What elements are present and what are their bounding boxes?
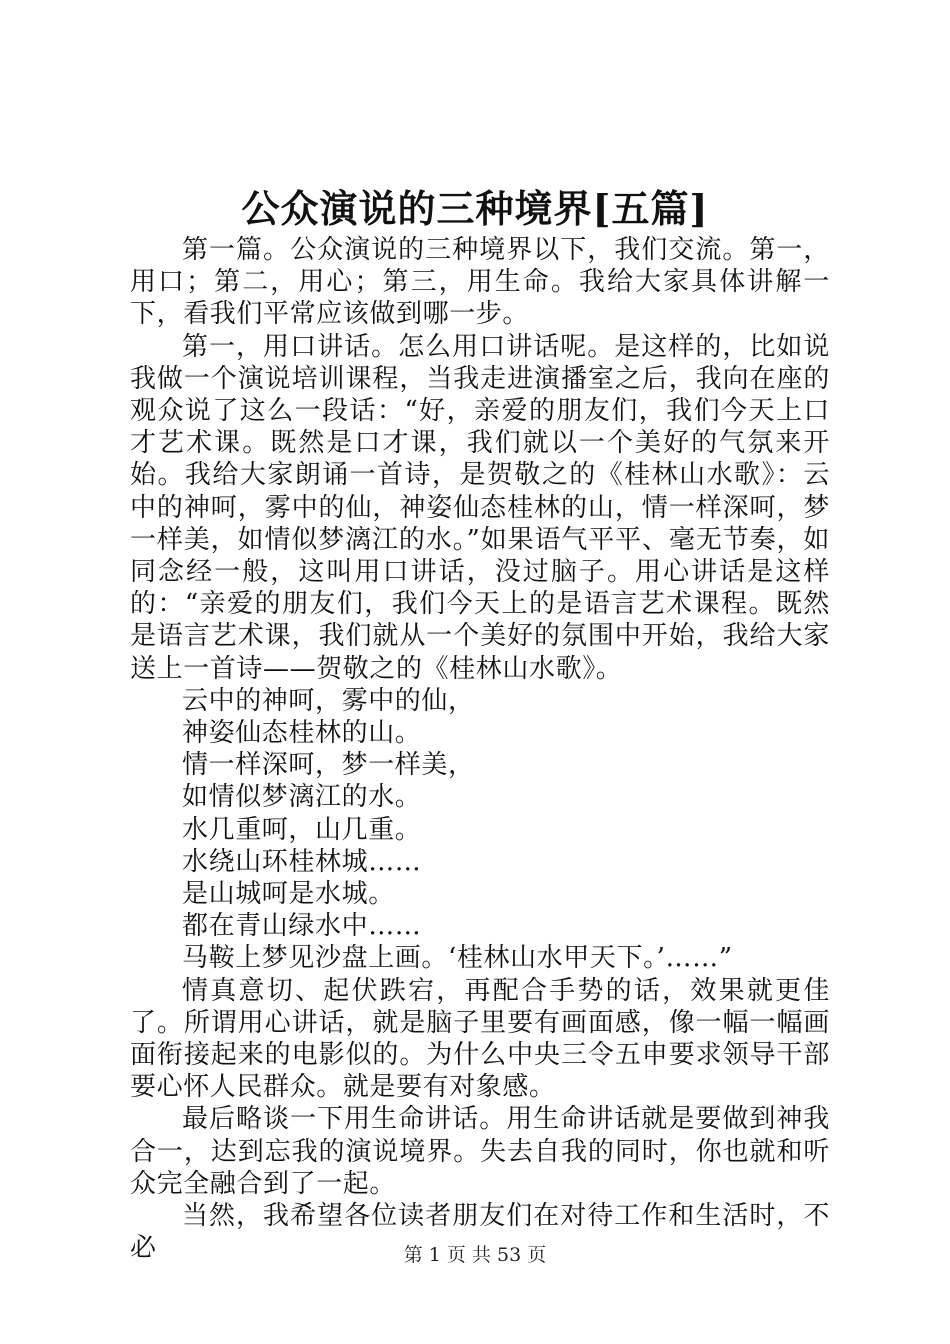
- paragraph-intro: 第一篇。公众演说的三种境界以下，我们交流。第一，用口；第二，用心；第三，用生命。我给大家具体讲解一下，看我们平常应该做到哪一步。: [130, 235, 830, 330]
- page-number-footer: 第 1 页 共 53 页: [403, 1244, 547, 1266]
- poem-line: 水几重呵，山几重。: [182, 814, 422, 845]
- poem-line: 神姿仙态桂林的山。: [182, 718, 422, 749]
- poem-line: 云中的神呵，雾中的仙，: [182, 685, 475, 716]
- paragraph-closing: 当然，我希望各位读者朋友们在对待工作和生活时，不必: [130, 1201, 830, 1264]
- poem-line: 是山城呵是水城。: [182, 879, 395, 910]
- paragraph-speaking-with-mouth: 第一，用口讲话。怎么用口讲话呢。是这样的，比如说我做一个演说培训课程，当我走进演播室之后，我向在座的观众说了这么一段话：“好，亲爱的朋友们，我们今天上口才艺术课。既然是口才课，我们就以一个美好的气氛来开始。我给大家朗诵一首诗，是贺敬之的《桂林山水歌》：云中的神呵，雾中的仙，神姿仙态桂林的山，情一样深呵，梦一样美，如情似梦漓江的水。”如果语气平平、毫无节奏，如同念经一般，这叫用口讲话，没过脑子。用心讲话是这样的：“亲爱的朋友们，我们今天上的是语言艺术课程。既然是语言艺术课，我们就从一个美好的氛围中开始，我给大家送上一首诗——贺敬之的《桂林山水歌》。: [130, 331, 830, 684]
- paragraph-speaking-with-life: 最后略谈一下用生命讲话。用生命讲话就是要做到神我合一，达到忘我的演说境界。失去自我的同时，你也就和听众完全融合到了一起。: [130, 1104, 830, 1199]
- poem-line: 如情似梦漓江的水。: [182, 782, 422, 813]
- poem-line: 水绕山环桂林城……: [182, 846, 422, 877]
- poem-block: [130, 685, 830, 975]
- poem-line: 都在青山绿水中……: [182, 911, 422, 942]
- poem-line: 马鞍上梦见沙盘上画。‘桂林山水甲天下。’……”: [182, 943, 733, 974]
- document-title: 公众演说的三种境界[五篇]: [241, 186, 709, 231]
- paragraph-speaking-with-heart: 情真意切、起伏跌宕，再配合手势的话，效果就更佳了。所谓用心讲话，就是脑子里要有画面感，像一幅一幅画面衔接起来的电影似的。为什么中央三令五申要求领导干部要心怀人民群众。就是要有对象感。: [130, 975, 830, 1103]
- poem-line: 情一样深呵，梦一样美，: [182, 750, 475, 781]
- document-body: [130, 234, 830, 1265]
